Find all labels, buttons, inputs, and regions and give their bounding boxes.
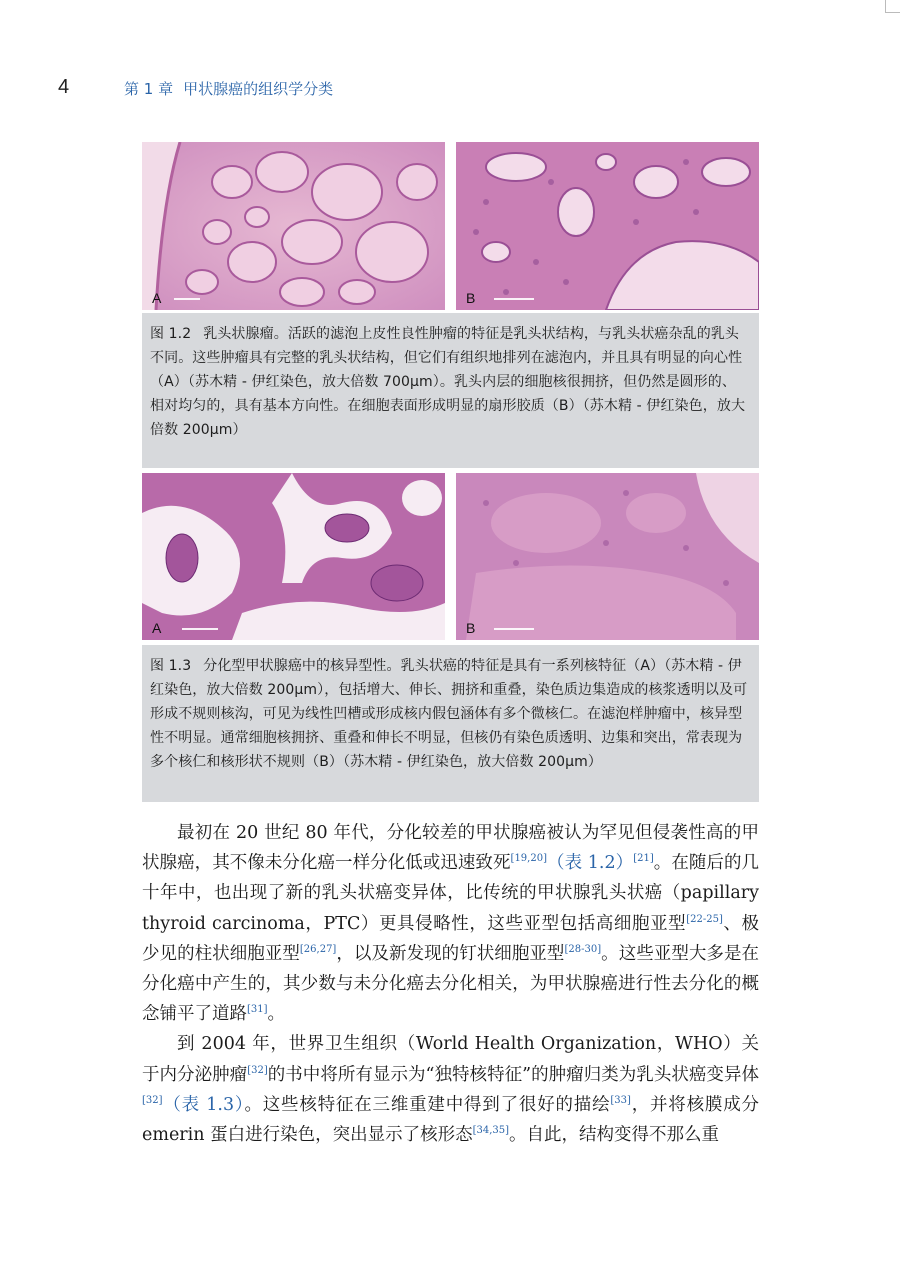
text-run: 的书中将所有显示为“独特核特征”的肿瘤归类为乳头状癌变异体 [267,1064,759,1085]
citation: [34,35] [472,1125,510,1137]
text-run: 。这些亚型大多是在分化癌中产生的，其少数与未分化癌去分化相关，为甲状腺癌进行性去分化的概念铺平了道路 [142,943,760,1025]
figure-1-2-caption [142,313,759,468]
figure-number: 图 1.3 [150,658,192,674]
text-run: 。自此，结构变得不那么重 [509,1125,720,1146]
micrograph-image [456,473,759,640]
running-head [124,78,333,99]
chapter-title: 甲状腺癌的组织学分类 [183,80,334,98]
caption-text: 分化型甲状腺癌中的核异型性。乳头状癌的特征是具有一系列核特征（A）（苏木精 - 伊红染色，放大倍数 200μm），包括增大、伸长、拥挤和重叠，染色质边集造成的核浆透明以及可形成不规则核沟，可见为线性凹槽或形成核内假包涵体有多个微核仁。在滤泡样肿瘤中，核异型性不明显。通常细胞核拥挤、重叠和伸长不明显，但核仍有染色质透明、边集和突出，常表现为多个核仁和核形状不规则（B）（苏木精 - 伊红染色，放大倍数 200μm） [150,658,748,770]
scale-bar [494,628,534,630]
panel-label: B [466,620,476,636]
panel-label: A [152,290,162,306]
citation: [21] [633,853,654,865]
text-run: ，并将核膜成分 emerin 蛋白进行染色，突出显示了核形态 [142,1094,759,1146]
citation: [26,27] [299,943,337,955]
paragraph [142,1029,759,1150]
citation: [28-30] [564,943,602,955]
text-run: 最初在 20 世纪 80 年代，分化较差的甲状腺癌被认为罕见但侵袭性高的甲状腺癌，其不像未分化癌一样分化低或迅速致死 [142,823,759,874]
scale-bar [174,298,200,300]
text-run: 。在随后的几十年中，也出现了新的乳头状癌变异体，比传统的甲状腺乳头状癌（papillary thyroid carcinoma，PTC）更具侵略性，这些亚型包括高细胞亚型 [142,853,760,934]
figure-number: 图 1.2 [150,326,192,342]
citation: [31] [247,1004,268,1016]
table-reference: （表 1.2） [546,853,634,874]
micrograph-image [142,473,445,640]
table-reference: （表 1.3） [162,1094,245,1115]
figure-1-3-panel-a [142,473,445,640]
chapter-number: 第 1 章 [124,80,174,98]
figure-1-2-panel-b [456,142,759,310]
page-corner-mark [885,0,900,13]
panel-label: A [152,620,162,636]
micrograph-image [456,142,759,310]
text-run: 到 2004 年，世界卫生组织（World Health Organization，WHO）关于内分泌肿瘤 [142,1034,759,1085]
body-text [142,818,759,1150]
citation: [22-25] [686,913,723,925]
text-run: 。 [267,1004,286,1025]
scale-bar [182,628,218,630]
citation: [33] [610,1095,631,1106]
citation: [32] [247,1064,268,1076]
text-run: 、极少见的柱状细胞亚型 [142,913,760,964]
micrograph-image [142,142,445,310]
page-number: 4 [58,76,70,98]
figure-1-3-panel-b [456,473,759,640]
paragraph [142,818,759,1029]
scale-bar [494,298,534,300]
text-run: ，以及新发现的钉状细胞亚型 [336,943,565,964]
citation: [32] [142,1095,163,1106]
figure-1-3-caption [142,645,759,802]
text-run: 。这些核特征在三维重建中得到了很好的描绘 [244,1094,611,1115]
figure-1-2-panel-a [142,142,445,310]
panel-label: B [466,290,476,306]
caption-text: 乳头状腺瘤。活跃的滤泡上皮性良性肿瘤的特征是乳头状结构，与乳头状癌杂乱的乳头不同。这些肿瘤具有完整的乳头状结构，但它们有组织地排列在滤泡内，并且具有明显的向心性（A）（苏木精 - 伊红染色，放大倍数 700μm）。乳头内层的细胞核很拥挤，但仍然是圆形的、相对均匀的，具有基本方向性。在细胞表面形成明显的扇形胶质（B）（苏木精 - 伊红染色，放大倍数 200μm） [150,326,746,438]
citation: [19,20] [510,853,547,865]
